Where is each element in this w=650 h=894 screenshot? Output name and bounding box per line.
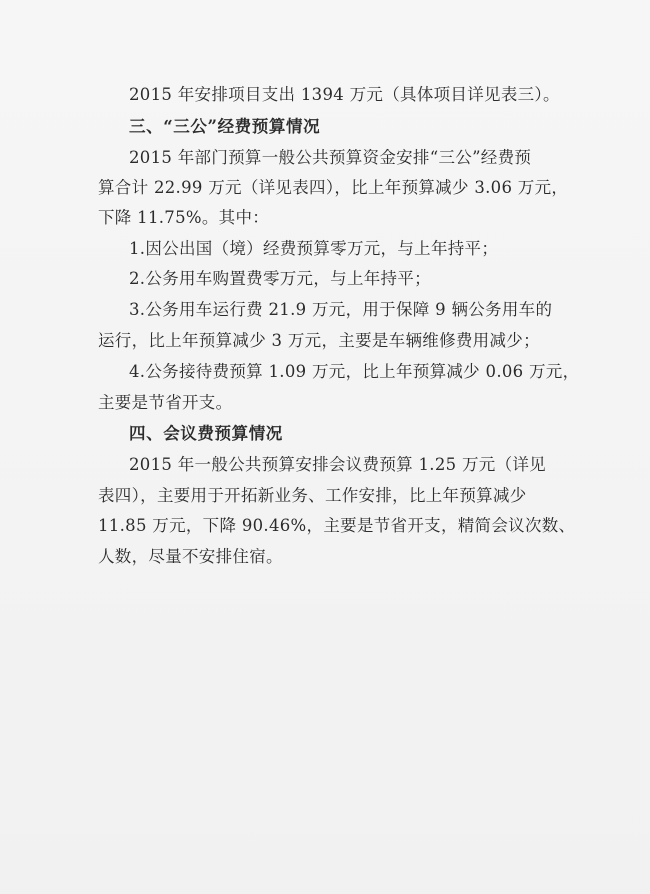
list-item-vehicle-operation-line-1: 3.公务用车运行费 21.9 万元，用于保障 9 辆公务用车的 (129, 300, 553, 319)
section-heading-meeting: 四、会议费预算情况 (129, 424, 283, 443)
paragraph-three-public-line-1: 2015 年部门预算一般公共预算资金安排“三公”经费预 (129, 148, 532, 167)
list-item-vehicle-purchase: 2.公务用车购置费零万元，与上年持平； (129, 269, 431, 288)
list-item-overseas: 1.因公出国（境）经费预算零万元，与上年持平； (129, 239, 499, 258)
paragraph-three-public-line-2: 算合计 22.99 万元（详见表四），比上年预算减少 3.06 万元， (98, 178, 569, 197)
section-heading-three-public: 三、“三公”经费预算情况 (129, 117, 321, 136)
paragraph-meeting-line-1: 2015 年一般公共预算安排会议费预算 1.25 万元（详见 (129, 455, 546, 474)
project-expenditure-line: 2015 年安排项目支出 1394 万元（具体项目详见表三）。 (129, 85, 560, 104)
paragraph-meeting-line-4: 人数，尽量不安排住宿。 (98, 547, 283, 566)
list-item-vehicle-operation-line-2: 运行，比上年预算减少 3 万元，主要是车辆维修费用减少； (98, 331, 540, 350)
list-item-reception-line-2: 主要是节省开支。 (98, 393, 233, 412)
list-item-reception-line-1: 4.公务接待费预算 1.09 万元，比上年预算减少 0.06 万元， (129, 362, 580, 381)
paragraph-three-public-line-3: 下降 11.75%。其中： (98, 208, 270, 227)
paragraph-meeting-line-3: 11.85 万元，下降 90.46%，主要是节省开支，精简会议次数、 (98, 516, 576, 535)
paragraph-meeting-line-2: 表四），主要用于开拓新业务、工作安排，比上年预算减少 (98, 486, 527, 505)
